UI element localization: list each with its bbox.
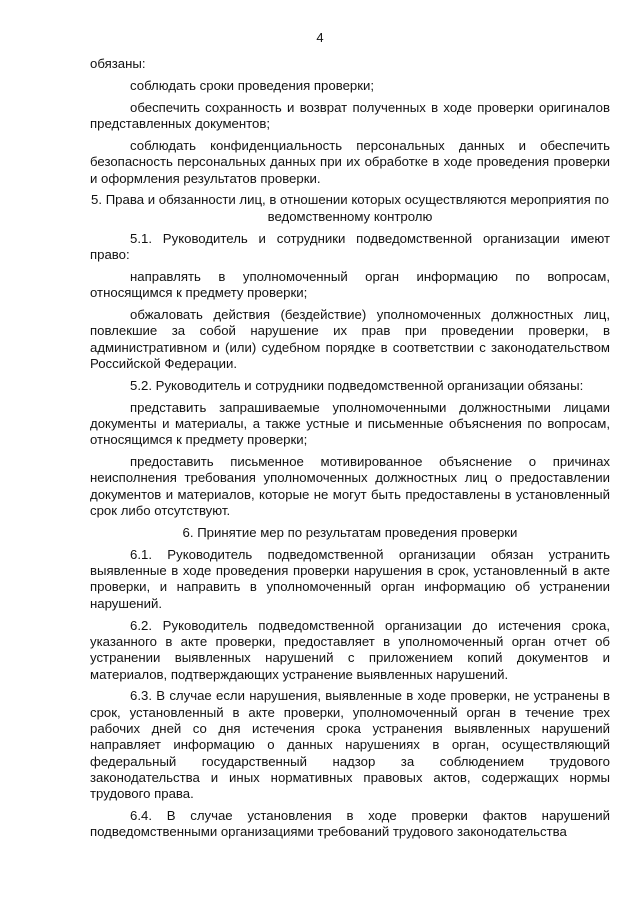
paragraph: обеспечить сохранность и возврат полученных в ходе проверки оригиналов представленных документов; xyxy=(90,99,610,132)
section-heading: 6. Принятие мер по результатам проведения проверки xyxy=(182,524,518,540)
paragraph: обязаны: xyxy=(90,56,146,71)
paragraph: 6.2. Руководитель подведомственной организации до истечения срока, указанного в акте проверки, предоставляет в уполномоченный орган отчет об устранении выявленных нарушений с приложением копий документов и материалов, подтверждающих устранение выявленных нарушений. xyxy=(90,617,610,682)
paragraph: предоставить письменное мотивированное объяснение о причинах неисполнения требования уполномоченных должностных лиц о предоставлении документов и материалов, которые не могут быть предоставлены в установленный срок либо отсутствуют. xyxy=(90,454,610,519)
paragraph: 6.4. В случае установления в ходе проверки фактов нарушений подведомственными организациями требований трудового законодательства xyxy=(90,808,610,840)
paragraph: представить запрашиваемые уполномоченными должностными лицами документы и материалы, а также устные и письменные объяснения по вопросам, относящимся к предмету проверки; xyxy=(90,399,610,448)
paragraph: 5.1. Руководитель и сотрудники подведомственной организации имеют право: xyxy=(90,230,610,262)
section-heading: 5. Права и обязанности лиц, в отношении которых осуществляются мероприятия по ведомственному контролю xyxy=(91,192,609,224)
paragraph: 5.2. Руководитель и сотрудники подведомственной организации обязаны: xyxy=(130,377,584,393)
paragraph: 6.3. В случае если нарушения, выявленные в ходе проверки, не устранены в срок, установленный в акте проверки, уполномоченный орган в течение трех рабочих дней со дня истечения срока устранения выявленных нарушений направляет информацию о данных нарушениях в орган, осуществляющий федеральный государственный надзор за соблюдением трудового законодательства и иных нормативных правовых актов, содержащих нормы трудового права. xyxy=(90,688,610,802)
paragraph: 6.1. Руководитель подведомственной организации обязан устранить выявленные в ходе проведения проверки нарушения в срок, установленный в акте проверки, и направить в уполномоченный орган информацию об устранении нарушений. xyxy=(90,546,610,611)
page-number: 4 xyxy=(316,30,324,45)
paragraph: направлять в уполномоченный орган информацию по вопросам, относящимся к предмету проверки; xyxy=(90,268,610,301)
paragraph: обжаловать действия (бездействие) уполномоченных должностных лиц, повлекшие за собой нарушение их прав при проведении проверки, в административном и (или) судебном порядке в соответствии с законодательством Российской Федерации. xyxy=(90,307,610,371)
paragraph: соблюдать сроки проведения проверки; xyxy=(130,77,375,93)
document-body xyxy=(90,56,610,846)
paragraph: соблюдать конфиденциальность персональных данных и обеспечить безопасность персональных данных при их обработке в ходе проведения проверки и оформления результатов проверки. xyxy=(90,137,610,186)
